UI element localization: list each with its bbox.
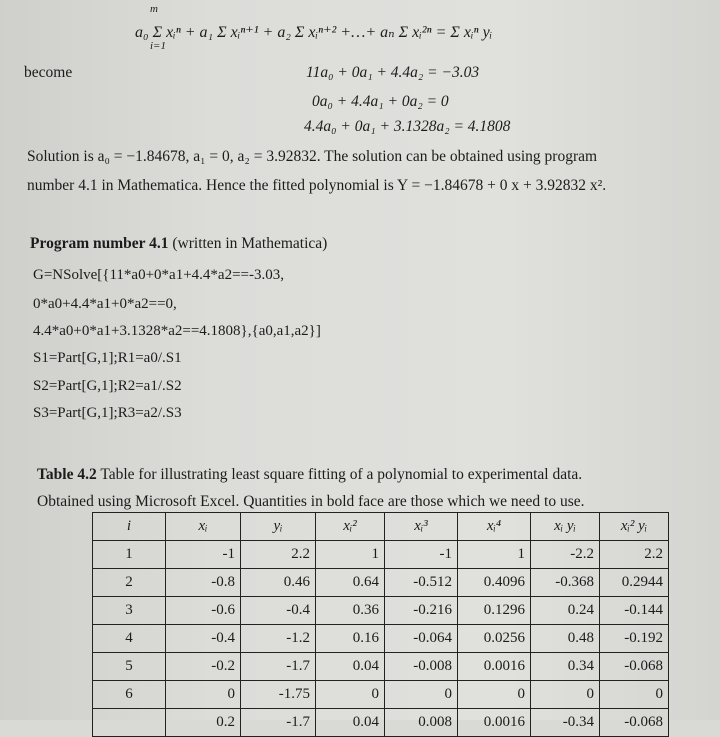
code-line: S3=Part[G,1];R3=a2/.S3 <box>33 405 182 421</box>
table-cell: 0.48 <box>531 625 600 653</box>
table-cell: 0.04 <box>316 653 385 681</box>
table-cell: 6 <box>93 681 166 709</box>
sum-lower-limit: i=1 <box>150 40 166 52</box>
code-line: 0*a0+4.4*a1+0*a2==0, <box>33 296 177 312</box>
code-line: G=NSolve[{11*a0+0*a1+4.4*a2==-3.03, <box>33 267 284 283</box>
table-cell: -0.068 <box>600 653 669 681</box>
header-cell: i <box>93 513 166 541</box>
table-cell: 0 <box>385 681 458 709</box>
table-cell: 0.2944 <box>600 569 669 597</box>
table-cell: 0.2 <box>166 709 241 737</box>
table-cell: -0.192 <box>600 625 669 653</box>
program-heading-rest: (written in Mathematica) <box>168 235 328 252</box>
table-cell: 0 <box>458 681 531 709</box>
equation-1: 11a₀ + 0a₁ + 4.4a₂ = −3.03 <box>306 64 480 81</box>
table-cell: 0 <box>531 681 600 709</box>
header-cell: xᵢ³ <box>385 513 458 541</box>
table-caption-line-2: Obtained using Microsoft Excel. Quantities in bold face are those which we need to use. <box>37 493 585 510</box>
table-cell: 0.0016 <box>458 653 531 681</box>
become-label: become <box>24 64 73 81</box>
table-cell: -1.2 <box>241 625 316 653</box>
table-cell: 4 <box>93 625 166 653</box>
table-cell: 1 <box>316 541 385 569</box>
table-cell: -0.512 <box>385 569 458 597</box>
table-cell: -0.4 <box>241 597 316 625</box>
table-cell: 1 <box>458 541 531 569</box>
table-cell: 0.04 <box>316 709 385 737</box>
header-cell: xᵢ <box>166 513 241 541</box>
table-cell: -0.368 <box>531 569 600 597</box>
table-cell: -1.75 <box>241 681 316 709</box>
equation-3: 4.4a₀ + 0a₁ + 3.1328a₂ = 4.1808 <box>304 118 511 135</box>
table-cell: 0.0256 <box>458 625 531 653</box>
table-cell <box>93 709 166 737</box>
code-line: 4.4*a0+0*a1+3.1328*a2==4.1808},{a0,a1,a2}] <box>33 323 321 339</box>
header-cell: yᵢ <box>241 513 316 541</box>
table-cell: -0.068 <box>600 709 669 737</box>
table-cell: 0.1296 <box>458 597 531 625</box>
table-cell: -0.8 <box>166 569 241 597</box>
table-cell: -1.7 <box>241 709 316 737</box>
program-heading-bold: Program number 4.1 <box>30 235 169 252</box>
table-cell: 0.008 <box>385 709 458 737</box>
table-cell: 1 <box>93 541 166 569</box>
table-cell: 0.16 <box>316 625 385 653</box>
table-row <box>93 569 669 597</box>
table-cell: 5 <box>93 653 166 681</box>
table-cell: -0.4 <box>166 625 241 653</box>
table-cell: 0.46 <box>241 569 316 597</box>
table-row <box>93 709 669 737</box>
normal-equation: a₀ Σ xᵢⁿ + a₁ Σ xᵢⁿ⁺¹ + a₂ Σ xᵢⁿ⁺² +…+ aₙ Σ xᵢ²ⁿ = Σ xᵢⁿ yᵢ <box>135 24 493 41</box>
solution-line-1: Solution is a₀ = −1.84678, a₁ = 0, a₂ = 3.92832. The solution can be obtained using program <box>27 148 598 165</box>
program-heading <box>30 235 327 253</box>
table-cell: 0.4096 <box>458 569 531 597</box>
table-cell: 0.24 <box>531 597 600 625</box>
table-row <box>93 681 669 709</box>
table-cell: 2.2 <box>241 541 316 569</box>
table-cell: 0 <box>166 681 241 709</box>
table-row <box>93 625 669 653</box>
table-cell: -0.216 <box>385 597 458 625</box>
table-cell: -2.2 <box>531 541 600 569</box>
solution-line-2: number 4.1 in Mathematica. Hence the fitted polynomial is Y = −1.84678 + 0 x + 3.92832 x². <box>27 177 607 194</box>
table-cell: 3 <box>93 597 166 625</box>
sum-upper-limit: m <box>150 3 158 15</box>
table-caption-line-1 <box>37 466 582 484</box>
least-squares-table <box>92 512 669 737</box>
table-cell: 2.2 <box>600 541 669 569</box>
code-line: S1=Part[G,1];R1=a0/.S1 <box>33 350 182 366</box>
header-cell: xᵢ² yᵢ <box>600 513 669 541</box>
table-cell: -0.064 <box>385 625 458 653</box>
table-row <box>93 541 669 569</box>
table-cell: -0.144 <box>600 597 669 625</box>
table-caption-text: Table for illustrating least square fitting of a polynomial to experimental data. <box>96 466 583 483</box>
table-cell: 0 <box>316 681 385 709</box>
table-cell: -0.008 <box>385 653 458 681</box>
code-line: S2=Part[G,1];R2=a1/.S2 <box>33 378 182 394</box>
table-header-row <box>93 513 669 541</box>
header-cell: xᵢ⁴ <box>458 513 531 541</box>
table-cell: 0.64 <box>316 569 385 597</box>
table-cell: -0.34 <box>531 709 600 737</box>
header-cell: xᵢ yᵢ <box>531 513 600 541</box>
table-cell: -1.7 <box>241 653 316 681</box>
table-cell: 2 <box>93 569 166 597</box>
table-cell: 0.34 <box>531 653 600 681</box>
table-cell: -0.6 <box>166 597 241 625</box>
table-cell: 0.36 <box>316 597 385 625</box>
table-cell: -1 <box>385 541 458 569</box>
table-row <box>93 653 669 681</box>
table-row <box>93 597 669 625</box>
table-cell: 0.0016 <box>458 709 531 737</box>
equation-2: 0a₀ + 4.4a₁ + 0a₂ = 0 <box>312 93 449 110</box>
table-cell: -1 <box>166 541 241 569</box>
table-cell: 0 <box>600 681 669 709</box>
table-caption-bold: Table 4.2 <box>37 466 97 483</box>
header-cell: xᵢ² <box>316 513 385 541</box>
table-body <box>93 541 669 737</box>
table-cell: -0.2 <box>166 653 241 681</box>
